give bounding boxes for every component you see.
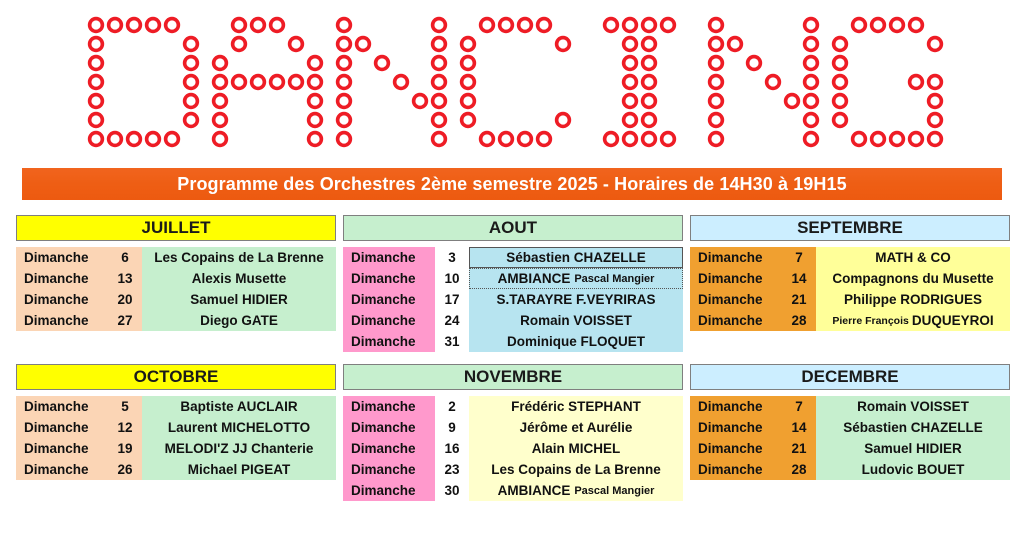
row-weekday: Dimanche bbox=[343, 438, 435, 459]
title-letter-a-1 bbox=[205, 12, 323, 150]
orchestra-main-label: Romain VOISSET bbox=[857, 399, 969, 414]
table-row bbox=[343, 459, 683, 480]
month-rows bbox=[690, 247, 1010, 331]
row-weekday: Dimanche bbox=[690, 310, 782, 331]
row-orchestra-name bbox=[816, 438, 1010, 459]
orchestra-main-label: Ludovic BOUET bbox=[861, 462, 965, 477]
month-title: NOVEMBRE bbox=[343, 364, 683, 390]
orchestra-main-label: Frédéric STEPHANT bbox=[511, 399, 641, 414]
row-date-number: 5 bbox=[108, 396, 142, 417]
orchestra-main-label: AMBIANCE bbox=[497, 271, 571, 286]
row-orchestra-name bbox=[142, 310, 336, 331]
month-title: OCTOBRE bbox=[16, 364, 336, 390]
orchestra-main-label: Les Copains de La Brenne bbox=[154, 250, 324, 265]
row-weekday: Dimanche bbox=[690, 438, 782, 459]
orchestra-main-label: Romain VOISSET bbox=[520, 313, 632, 328]
row-orchestra-name bbox=[816, 247, 1010, 268]
row-weekday: Dimanche bbox=[16, 310, 108, 331]
row-weekday: Dimanche bbox=[343, 268, 435, 289]
row-weekday: Dimanche bbox=[343, 310, 435, 331]
row-date-number: 27 bbox=[108, 310, 142, 331]
row-weekday: Dimanche bbox=[690, 396, 782, 417]
row-weekday: Dimanche bbox=[16, 417, 108, 438]
dancing-title bbox=[0, 6, 1024, 156]
row-date-number: 10 bbox=[435, 268, 469, 289]
row-weekday: Dimanche bbox=[343, 289, 435, 310]
table-row bbox=[690, 438, 1010, 459]
row-date-number: 28 bbox=[782, 310, 816, 331]
row-date-number: 9 bbox=[435, 417, 469, 438]
orchestra-sub-label: Pascal Mangier bbox=[574, 484, 655, 497]
month-rows bbox=[343, 396, 683, 501]
row-orchestra-name bbox=[142, 268, 336, 289]
orchestra-main-label: DUQUEYROI bbox=[911, 313, 994, 328]
row-orchestra-name bbox=[816, 417, 1010, 438]
month-title: JUILLET bbox=[16, 215, 336, 241]
row-date-number: 14 bbox=[782, 268, 816, 289]
month-rows bbox=[16, 396, 336, 480]
row-orchestra-name bbox=[469, 438, 683, 459]
month-title: SEPTEMBRE bbox=[690, 215, 1010, 241]
months-grid bbox=[16, 215, 1010, 501]
orchestra-main-label: Laurent MICHELOTTO bbox=[167, 420, 311, 435]
row-date-number: 30 bbox=[435, 480, 469, 501]
row-date-number: 12 bbox=[108, 417, 142, 438]
table-row bbox=[690, 268, 1010, 289]
row-orchestra-name bbox=[469, 331, 683, 352]
orchestra-main-label: S.TARAYRE F.VEYRIRAS bbox=[496, 292, 656, 307]
row-date-number: 31 bbox=[435, 331, 469, 352]
table-row bbox=[16, 268, 336, 289]
orchestra-firstname: Pierre François bbox=[832, 314, 909, 327]
row-orchestra-name bbox=[469, 268, 683, 289]
row-orchestra-name bbox=[142, 396, 336, 417]
title-letter-n-2 bbox=[329, 12, 447, 150]
table-row bbox=[343, 417, 683, 438]
table-row bbox=[690, 417, 1010, 438]
row-weekday: Dimanche bbox=[343, 459, 435, 480]
month-block-juillet bbox=[16, 215, 336, 352]
row-orchestra-name bbox=[469, 396, 683, 417]
row-orchestra-name bbox=[469, 247, 683, 268]
orchestra-main-label: Les Copains de La Brenne bbox=[491, 462, 661, 477]
row-date-number: 7 bbox=[782, 247, 816, 268]
row-date-number: 28 bbox=[782, 459, 816, 480]
month-rows bbox=[343, 247, 683, 352]
row-date-number: 13 bbox=[108, 268, 142, 289]
month-rows bbox=[16, 247, 336, 331]
row-weekday: Dimanche bbox=[16, 268, 108, 289]
row-orchestra-name bbox=[816, 289, 1010, 310]
table-row bbox=[690, 310, 1010, 331]
row-orchestra-name bbox=[142, 289, 336, 310]
title-letter-i-4 bbox=[577, 12, 695, 150]
row-weekday: Dimanche bbox=[690, 268, 782, 289]
row-weekday: Dimanche bbox=[343, 417, 435, 438]
orchestra-main-label: Alexis Musette bbox=[191, 271, 287, 286]
table-row bbox=[16, 247, 336, 268]
orchestra-main-label: MELODI'Z JJ Chanterie bbox=[164, 441, 314, 456]
row-orchestra-name bbox=[142, 247, 336, 268]
row-weekday: Dimanche bbox=[16, 396, 108, 417]
orchestra-main-label: Samuel HIDIER bbox=[864, 441, 962, 456]
table-row bbox=[343, 268, 683, 289]
orchestra-main-label: Samuel HIDIER bbox=[190, 292, 288, 307]
table-row bbox=[16, 289, 336, 310]
title-letter-n-5 bbox=[701, 12, 819, 150]
orchestra-main-label: Sébastien CHAZELLE bbox=[843, 420, 983, 435]
table-row bbox=[343, 310, 683, 331]
table-row bbox=[343, 438, 683, 459]
row-orchestra-name bbox=[816, 459, 1010, 480]
orchestra-main-label: Diego GATE bbox=[200, 313, 278, 328]
table-row bbox=[343, 480, 683, 501]
row-date-number: 20 bbox=[108, 289, 142, 310]
row-date-number: 14 bbox=[782, 417, 816, 438]
row-weekday: Dimanche bbox=[16, 247, 108, 268]
row-orchestra-name bbox=[142, 438, 336, 459]
table-row bbox=[690, 289, 1010, 310]
row-orchestra-name bbox=[469, 459, 683, 480]
table-row bbox=[690, 247, 1010, 268]
table-row bbox=[690, 396, 1010, 417]
table-row bbox=[16, 396, 336, 417]
title-letter-d-0 bbox=[81, 12, 199, 150]
month-block-septembre bbox=[690, 215, 1010, 352]
month-block-decembre bbox=[690, 364, 1010, 501]
row-weekday: Dimanche bbox=[343, 480, 435, 501]
table-row bbox=[343, 331, 683, 352]
table-row bbox=[16, 438, 336, 459]
row-date-number: 21 bbox=[782, 438, 816, 459]
row-orchestra-name bbox=[469, 289, 683, 310]
marquee-letters bbox=[81, 12, 943, 150]
row-weekday: Dimanche bbox=[690, 459, 782, 480]
row-date-number: 21 bbox=[782, 289, 816, 310]
orchestra-main-label: Baptiste AUCLAIR bbox=[180, 399, 298, 414]
table-row bbox=[343, 247, 683, 268]
row-weekday: Dimanche bbox=[343, 396, 435, 417]
row-date-number: 17 bbox=[435, 289, 469, 310]
month-block-aout bbox=[343, 215, 683, 352]
table-row bbox=[343, 396, 683, 417]
row-date-number: 7 bbox=[782, 396, 816, 417]
month-title: AOUT bbox=[343, 215, 683, 241]
row-weekday: Dimanche bbox=[16, 459, 108, 480]
row-orchestra-name bbox=[816, 310, 1010, 331]
row-weekday: Dimanche bbox=[343, 247, 435, 268]
orchestra-main-label: Sébastien CHAZELLE bbox=[506, 250, 646, 265]
table-row bbox=[690, 459, 1010, 480]
row-date-number: 16 bbox=[435, 438, 469, 459]
row-weekday: Dimanche bbox=[690, 247, 782, 268]
row-orchestra-name bbox=[142, 417, 336, 438]
row-orchestra-name bbox=[469, 310, 683, 331]
row-date-number: 3 bbox=[435, 247, 469, 268]
orchestra-main-label: Compagnons du Musette bbox=[832, 271, 994, 286]
month-title: DECEMBRE bbox=[690, 364, 1010, 390]
orchestra-main-label: Dominique FLOQUET bbox=[507, 334, 645, 349]
row-orchestra-name bbox=[816, 396, 1010, 417]
orchestra-sub-label: Pascal Mangier bbox=[574, 272, 655, 285]
row-weekday: Dimanche bbox=[16, 289, 108, 310]
orchestra-main-label: MATH & CO bbox=[875, 250, 951, 265]
row-date-number: 24 bbox=[435, 310, 469, 331]
row-date-number: 26 bbox=[108, 459, 142, 480]
month-rows bbox=[690, 396, 1010, 480]
row-orchestra-name bbox=[142, 459, 336, 480]
row-orchestra-name bbox=[469, 417, 683, 438]
month-block-octobre bbox=[16, 364, 336, 501]
table-row bbox=[16, 459, 336, 480]
orchestra-main-label: Alain MICHEL bbox=[531, 441, 621, 456]
programme-banner: Programme des Orchestres 2ème semestre 2025 - Horaires de 14H30 à 19H15 bbox=[22, 168, 1002, 200]
row-date-number: 23 bbox=[435, 459, 469, 480]
orchestra-main-label: Michael PIGEAT bbox=[187, 462, 291, 477]
orchestra-main-label: Philippe RODRIGUES bbox=[843, 292, 982, 307]
title-letter-c-3 bbox=[453, 12, 571, 150]
row-date-number: 2 bbox=[435, 396, 469, 417]
month-block-novembre bbox=[343, 364, 683, 501]
row-date-number: 19 bbox=[108, 438, 142, 459]
title-letter-g-6 bbox=[825, 12, 943, 150]
table-row bbox=[343, 289, 683, 310]
row-weekday: Dimanche bbox=[690, 417, 782, 438]
row-weekday: Dimanche bbox=[16, 438, 108, 459]
row-weekday: Dimanche bbox=[343, 331, 435, 352]
row-weekday: Dimanche bbox=[690, 289, 782, 310]
orchestra-main-label: Jérôme et Aurélie bbox=[519, 420, 633, 435]
orchestra-main-label: AMBIANCE bbox=[497, 483, 571, 498]
row-date-number: 6 bbox=[108, 247, 142, 268]
row-orchestra-name bbox=[816, 268, 1010, 289]
table-row bbox=[16, 310, 336, 331]
table-row bbox=[16, 417, 336, 438]
row-orchestra-name bbox=[469, 480, 683, 501]
